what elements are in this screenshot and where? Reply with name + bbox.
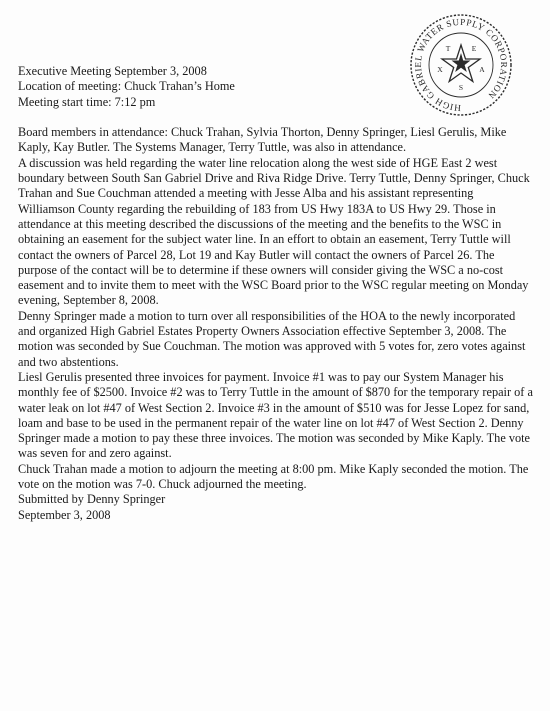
submitted-by: Submitted by Denny Springer <box>18 492 166 507</box>
invoices-paragraph: Liesl Gerulis presented three invoices for payment. Invoice #1 was to pay our System Manager his monthly fee of $2500. Invoice #2 was to Terry Tuttle in the amount of $870 for the temporary repair of a water leak on lot #47 of West Section 2. Invoice #3 in the amount of $510 was for Jesse Lopez for sand, loam and base to be used in the permanent repair of the water line on lot #47 of West Section 2. Denny Springer made a motion to pay these three invoices. The motion was seconded by Mike Kaply. The vote was seven for and zero against. <box>18 369 533 461</box>
water-line-discussion-paragraph: A discussion was held regarding the water line relocation along the west side of HGE East 2 west boundary between South San Gabriel Drive and Riva Ridge Drive. Terry Tuttle, Denny Springer, Chuck Trahan and Sue Couchman attended a meeting with Jesse Alba and his assistant representing Williamson County regarding the rebuilding of 183 from US Hwy 183A to US Hwy 29. Those in attendance at this meeting described the discussions of the meeting and the benefits to the WSC in obtaining an easement for the subject water line. In an effort to obtain an easement, Terry Tuttle will contact the owners of Parcel 28, Lot 19 and Kay Butler will contact the owners of Parcel 26. The purpose of the contact will be to determine if these owners will consider giving the WSC a no-cost easement and to invite them to meet with the WSC Board prior to the WSC regular meeting on Monday evening, September 8, 2008. <box>18 155 530 308</box>
meeting-header <box>18 64 533 110</box>
attendance-paragraph: Board members in attendance: Chuck Trahan, Sylvia Thorton, Denny Springer, Liesl Gerulis, Mike Kaply, Kay Butler. The Systems Manager, Terry Tuttle, was also in attendance. <box>18 125 507 155</box>
seal-letter-e: E <box>471 44 477 53</box>
seal-ring-text: HIGH GABRIEL WATER SUPPLY CORPORATION <box>412 16 510 114</box>
seal-letter-x: X <box>437 65 443 74</box>
seal-letter-s: S <box>458 83 464 92</box>
meeting-title: Executive Meeting September 3, 2008 <box>18 64 207 78</box>
meeting-start-time: Meeting start time: 7:12 pm <box>18 94 156 109</box>
adjournment-paragraph: Chuck Trahan made a motion to adjourn the meeting at 8:00 pm. Mike Kaply seconded the motion. The vote on the motion was 7-0. Chuck adjourned the meeting. <box>18 461 529 492</box>
hoa-motion-paragraph: Denny Springer made a motion to turn over all responsibilities of the HOA to the newly incorporated and organized High Gabriel Estates Property Owners Association effective September 3, 2008. The motion was seconded by Sue Couchman. The motion was approved with 5 votes for, zero votes against and two abstentions. <box>18 308 526 369</box>
seal-letter-t: T <box>445 44 451 53</box>
signature-block <box>18 492 533 523</box>
minutes-body <box>18 64 533 523</box>
submitted-date: September 3, 2008 <box>18 507 111 522</box>
meeting-location: Location of meeting: Chuck Trahan’s Home <box>18 79 235 94</box>
seal-letter-a: A <box>479 65 485 74</box>
